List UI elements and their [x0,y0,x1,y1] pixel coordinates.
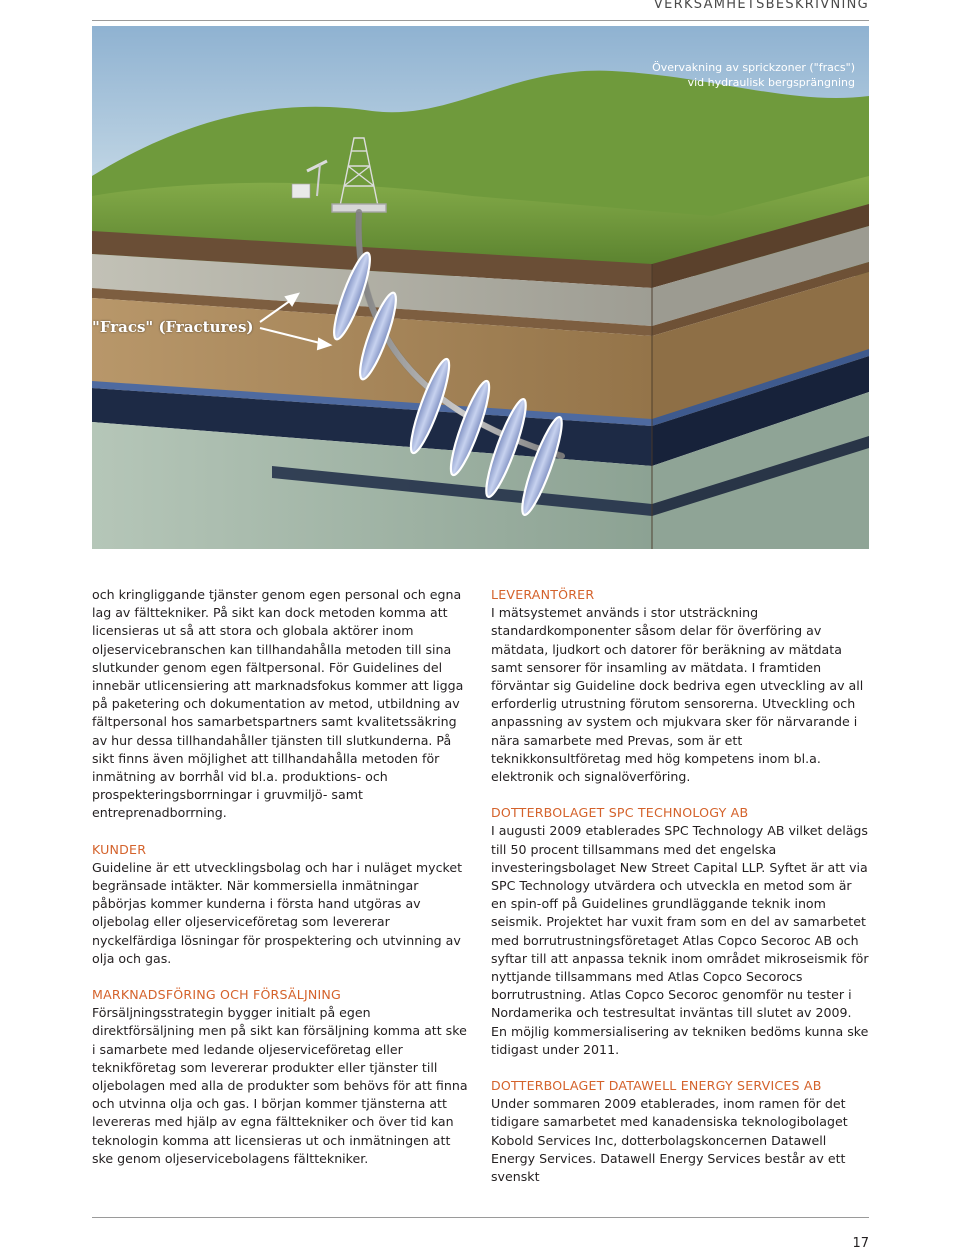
figure-caption-line-1: Övervakning av sprickzoner ("fracs") [652,61,855,74]
paragraph-leverantorer: I mätsystemet används i stor utsträckning standardkomponenter såsom delar för överföring av mätdata, ljudkort och datorer för beräkning av mätdata samt sensorer för insamling av mätdata. I framtiden förväntar sig Guideline dock bedriva egen utveckling av all erforderlig utrustning förutom sensorerna. Utveckling och anpassning av system och mjukvara sker för närvarande i nära samarbete med Prevas, som är ett teknikkonsultföretag med hög kompetens inom bl.a. elektronik och signalöverföring. [491,605,864,785]
heading-leverantorer: LEVERANTÖRER [491,587,595,602]
intro-paragraph: och kringliggande tjänster genom egen personal och egna lag av fälttekniker. På sikt kan dock metoden komma att licensieras ut så att stora och globala aktörer inom oljeservicebranschen kan tillhandahålla metoden till sina slutkunder genom egen fältpersonal. För Guidelines del innebär utlicensiering att marknadsfokus kommer att ligga på paketering och dokumentation av metod, utbildning av fältpersonal hos samarbetspartners samt kvalitetssäkring av hur dessa tillhandahåller tjänsten till slutkunderna. På sikt finns även möjlighet att tillhandahålla metoden för inmätning av borrhål vid bl.a. produktions- och prospekteringsborrningar i gruvmiljö- samt entreprenadborrning. [92,587,464,821]
paragraph-kunder: Guideline är ett utvecklingsbolag och har i nuläget mycket begränsade intäkter. När kommersiella inmätningar påbörjas kommer kunderna i första hand utgöras av oljebolag eller oljeserviceföretag som levererar nyckelfärdiga lösningar för prospektering och utvinning av olja och gas. [92,859,463,966]
header-rule [92,20,869,21]
paragraph-spc-technology: I augusti 2009 etablerades SPC Technology AB vilket delägs till 50 procent tillsammans med det engelska investeringsbolaget New Street Capital LLP. Syftet är att via SPC Technology utvärdera och utveckla en metod som är en spin-off på Guidelines grundläggande teknik inom seismik. Projektet har vuxit fram som en del av samarbetet med borrutrustningsföretaget Atlas Copco Secoroc AB och syftar till att anpassa teknik inom området mikroseismik för nyttjande tillsammans med Atlas Copco Secorocs borrutrustning. Atlas Copco Secoroc genomför nu tester i Nordamerika och testresultat inväntas till slutet av 2009. En möjlig kommersialisering av tekniken bedöms kunna ske tidigast under 2011. [491,823,869,1057]
heading-datawell: DOTTERBOLAGET DATAWELL ENERGY SERVICES AB [491,1078,822,1094]
section-title: VERKSAMHETSBESKRIVNING [653,0,869,12]
figure-caption [652,60,855,90]
heading-spc-technology: DOTTERBOLAGET SPC TECHNOLOGY AB [491,805,749,821]
fracking-illustration [92,26,869,549]
footer-rule [92,1217,869,1218]
paragraph-datawell: Under sommaren 2009 etablerades, inom ramen för det tidigare samarbetet med kanadensiska teknologibolaget Kobold Services Inc, dotterbolagskoncernen Datawell Energy Services. Datawell Energy Services består av ett svenskt [491,1096,848,1185]
fracking-cross-section-graphic [92,26,869,549]
heading-kunder: KUNDER [92,841,147,857]
figure-caption-line-2: vid hydraulisk bergsprängning [687,76,855,89]
fracs-label: "Fracs" (Fractures) [92,318,254,336]
page-number: 17 [852,1236,869,1251]
right-column [491,586,869,1186]
left-column [92,586,470,1168]
heading-marknadsforing: MARKNADSFÖRING OCH FÖRSÄLJNING [92,987,341,1003]
paragraph-marknadsforing: Försäljningsstrategin bygger initialt på egen direktförsäljning men på sikt kan försäljning komma att ske i samarbete med ledande oljeserviceföretag eller teknikföretag som levererar produkter eller tjänster till oljebolagen med alla de produkter som behövs för att finna och utvinna olja och gas. I början kommer tjänsterna att levereras med hjälp av egna fälttekniker och över tid kan teknologin komma att licensieras ut och inmätningen att ske genom oljeservicebolagens fälttekniker. [92,1005,468,1166]
